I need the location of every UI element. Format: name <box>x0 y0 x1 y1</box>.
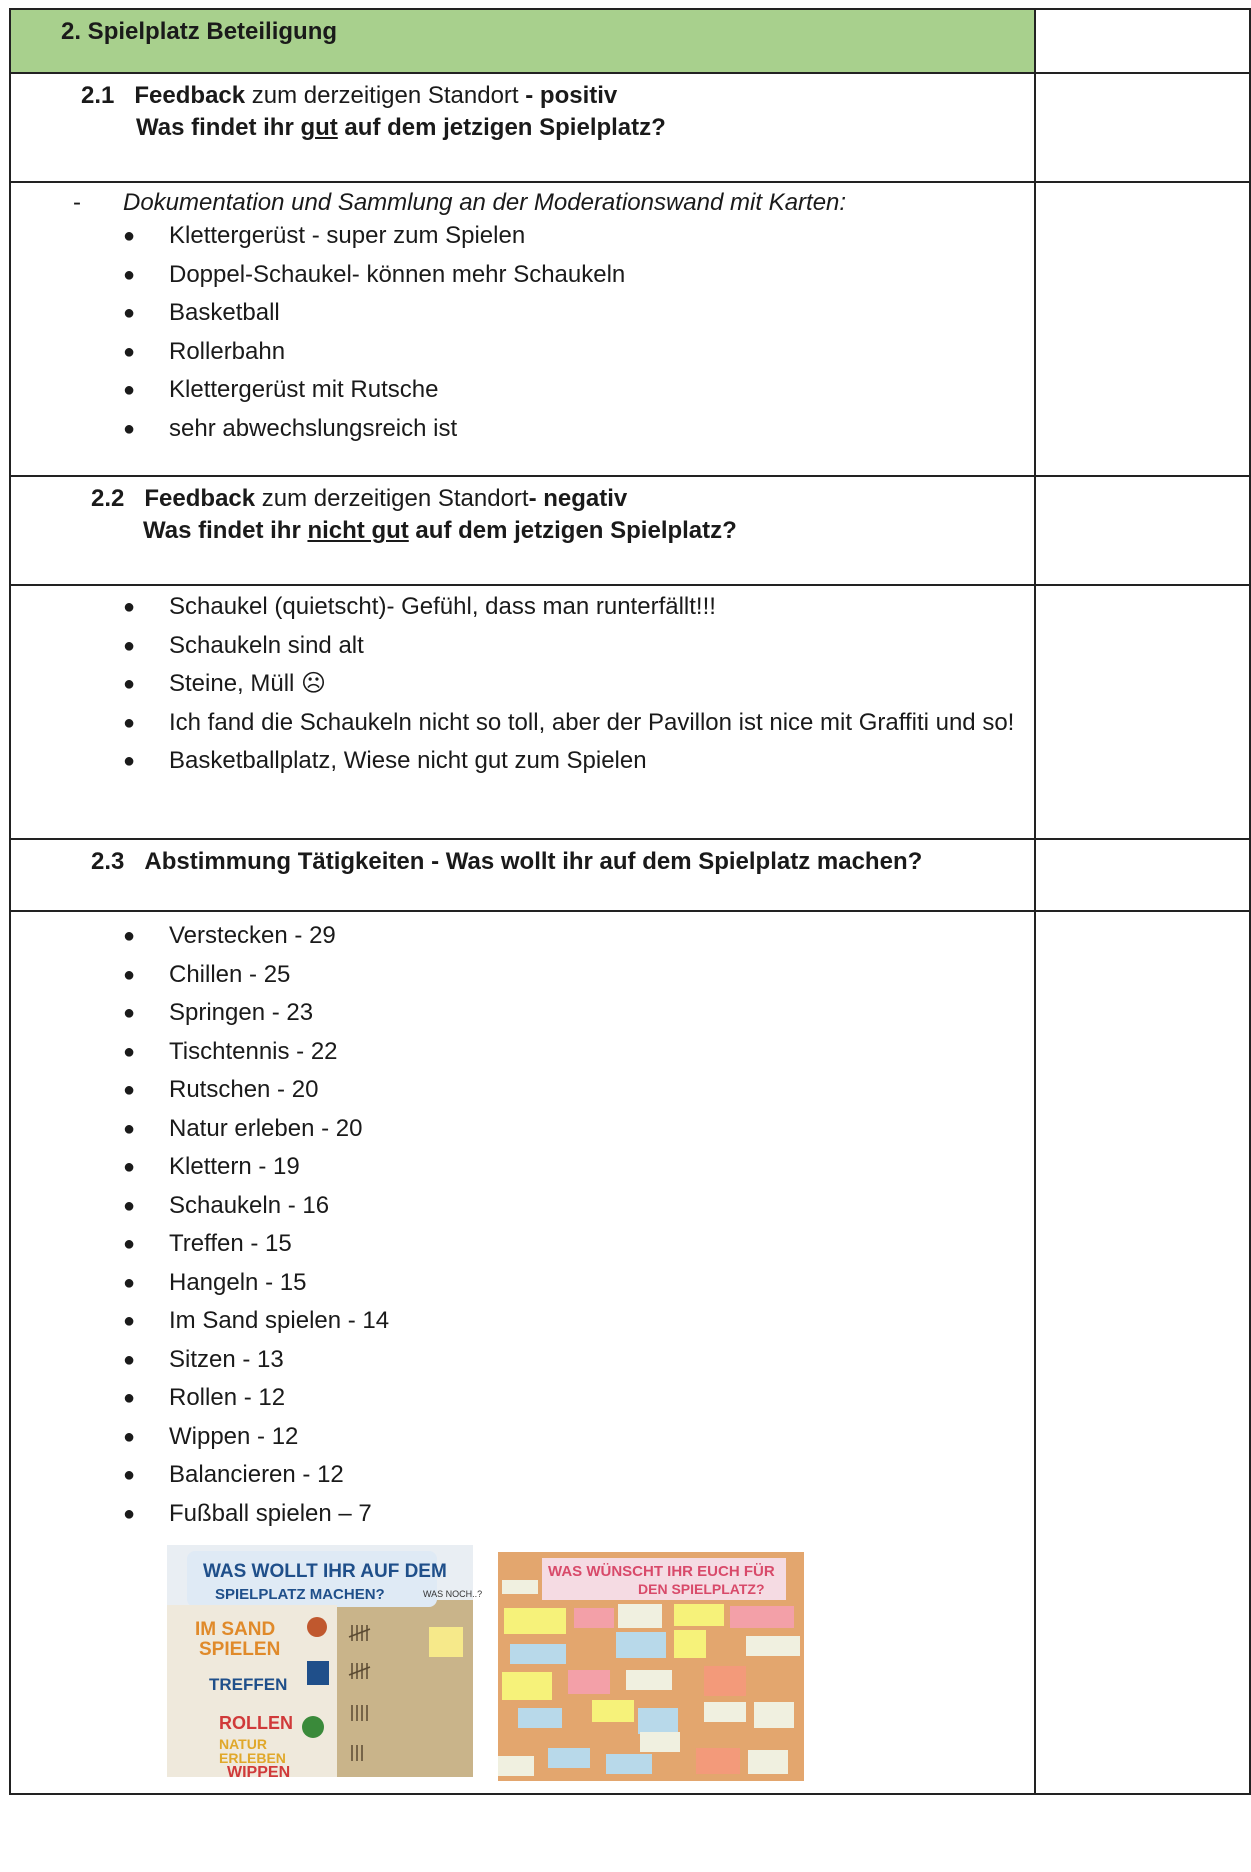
subheader-2-1-line1 <box>11 74 1034 110</box>
list-item-text: Schaukel (quietscht)- Gefühl, dass man runterfällt!!! <box>169 593 716 620</box>
list-item-text: Ich fand die Schaukeln nicht so toll, aber der Pavillon ist nice mit Graffiti und so! <box>169 708 1015 736</box>
question-pre: Was findet ihr <box>136 114 301 141</box>
section-title: 2. Spielplatz Beteiligung <box>61 18 338 45</box>
list-item <box>11 704 1034 743</box>
subheader-2-1-question <box>11 110 1034 142</box>
list-item-text: Fußball spielen – 7 <box>169 1499 372 1527</box>
activity-vote-list <box>11 912 1034 1533</box>
bullet-icon: ● <box>123 1233 136 1255</box>
subheader-lead-bold: Feedback <box>134 82 246 109</box>
bullet-icon: ● <box>123 263 136 286</box>
subheader-2-3-line1 <box>11 840 1034 876</box>
bullet-icon: ● <box>123 1156 136 1178</box>
bullet-icon: ● <box>123 1002 136 1024</box>
list-item <box>11 1148 1034 1187</box>
list-item <box>11 665 1034 704</box>
list-item <box>11 1302 1034 1341</box>
list-2-1-row <box>10 182 1250 476</box>
bullet-icon: ● <box>123 634 136 657</box>
content-table <box>9 8 1251 1795</box>
list-item-text: Natur erleben - 20 <box>169 1114 363 1142</box>
board-title-2: SPIELPLATZ MACHEN? <box>215 1586 385 1603</box>
list-item <box>11 1341 1034 1380</box>
header-row <box>10 9 1250 73</box>
question-underlined: gut <box>300 114 338 141</box>
bullet-icon: ● <box>123 1040 136 1063</box>
subheader-lead-bold: Feedback <box>144 485 256 512</box>
bullet-icon: ● <box>123 1271 136 1294</box>
list-item-text: Basketball <box>169 299 280 326</box>
list-item <box>11 294 1034 333</box>
list-2-3-row <box>10 911 1250 1794</box>
bullet-icon: ● <box>123 1310 136 1332</box>
list-item <box>11 1495 1034 1534</box>
subheader-2-1 <box>10 73 1035 182</box>
bullet-icon: ● <box>123 750 136 772</box>
dash-marker: - <box>73 189 81 216</box>
list-item <box>11 1110 1034 1149</box>
list-item <box>11 917 1034 956</box>
bullet-icon: ● <box>123 302 136 324</box>
board-label: NATUR <box>219 1736 267 1752</box>
subheader-lead-tail: - positiv <box>525 82 618 109</box>
bullet-icon: ● <box>123 1502 136 1525</box>
bullet-icon: ● <box>123 1194 136 1217</box>
list-2-2-row <box>10 585 1250 839</box>
negative-feedback-list <box>11 586 1034 781</box>
subheader-lead-normal: zum derzeitigen Standort <box>255 485 529 512</box>
subheader-2-2-question <box>11 513 1034 545</box>
side-cell <box>1035 73 1250 182</box>
bullet-icon: ● <box>123 1425 136 1448</box>
list-item <box>11 1033 1034 1072</box>
subheader-2-2 <box>10 476 1035 585</box>
list-item-text: Im Sand spielen - 14 <box>169 1307 390 1334</box>
board-title-1: WAS WOLLT IHR AUF DEM <box>203 1561 447 1582</box>
subheader-lead-tail: - negativ <box>528 485 628 512</box>
bullet-icon: ● <box>123 417 136 440</box>
list-item <box>11 994 1034 1033</box>
list-item-text: Rutschen - 20 <box>169 1076 319 1103</box>
list-item-text: Rollerbahn <box>169 337 286 365</box>
list-item-text: Steine, Müll ☹ <box>169 670 327 697</box>
bullet-icon: ● <box>123 340 136 363</box>
list-item <box>11 217 1034 256</box>
list-item <box>11 588 1034 627</box>
subheader-2-3 <box>10 839 1035 911</box>
list-item-text: Hangeln - 15 <box>169 1268 307 1296</box>
list-item <box>11 410 1034 449</box>
list-item-text: Balancieren - 12 <box>169 1461 344 1488</box>
wish-board-image <box>498 1552 804 1781</box>
list-item-text: Springen - 23 <box>169 999 314 1026</box>
board-label: WIPPEN <box>227 1764 291 1781</box>
list-item <box>11 333 1034 372</box>
list-item-text: Tischtennis - 22 <box>169 1037 338 1065</box>
subheader-number: 2.2 <box>91 485 125 512</box>
question-pre: Was findet ihr <box>143 517 308 544</box>
header-side-cell <box>1035 9 1250 73</box>
bullet-icon: ● <box>123 711 136 734</box>
list-item-text: Rollen - 12 <box>169 1384 286 1411</box>
list-item-text: Verstecken - 29 <box>169 922 336 949</box>
list-item <box>11 1071 1034 1110</box>
subheader-number: 2.1 <box>81 82 115 109</box>
photo-wish-board <box>498 1552 804 1781</box>
list-item <box>11 256 1034 295</box>
board-note: WAS NOCH..? <box>423 1589 483 1599</box>
list-item <box>11 956 1034 995</box>
list-item <box>11 627 1034 666</box>
list-item-text: Treffen - 15 <box>169 1230 292 1257</box>
voting-board-image <box>167 1545 483 1781</box>
list-2-2-cell <box>10 585 1035 839</box>
subheader-number: 2.3 <box>91 848 125 875</box>
documentation-note <box>11 183 1034 217</box>
board-label: TREFFEN <box>209 1675 288 1694</box>
list-item-text: sehr abwechslungsreich ist <box>169 414 458 442</box>
list-item <box>11 1187 1034 1226</box>
bullet-icon: ● <box>123 1464 136 1486</box>
photo-area <box>11 1533 1034 1793</box>
list-item <box>11 1225 1034 1264</box>
bullet-icon: ● <box>123 1079 136 1101</box>
wish-title-1: WAS WÜNSCHT IHR EUCH FÜR <box>548 1563 775 1580</box>
list-item-text: Chillen - 25 <box>169 960 291 988</box>
positive-feedback-list <box>11 217 1034 448</box>
subheader-2-3-row <box>10 839 1250 911</box>
side-cell <box>1035 839 1250 911</box>
header-cell <box>10 9 1035 73</box>
bullet-icon: ● <box>123 1117 136 1140</box>
wish-title-2: DEN SPIELPLATZ? <box>638 1581 765 1597</box>
list-item <box>11 371 1034 410</box>
side-cell <box>1035 182 1250 476</box>
bullet-icon: ● <box>123 379 136 401</box>
subheader-2-2-line1 <box>11 477 1034 513</box>
board-label: SPIELEN <box>199 1639 281 1660</box>
photo-voting-board <box>167 1545 483 1781</box>
list-item <box>11 1379 1034 1418</box>
question-underlined: nicht gut <box>307 517 409 544</box>
board-label: ROLLEN <box>219 1713 293 1733</box>
board-label: ERLEBEN <box>219 1750 286 1766</box>
bullet-icon: ● <box>123 673 136 695</box>
side-cell <box>1035 476 1250 585</box>
list-item-text: Schaukeln sind alt <box>169 631 364 659</box>
list-item-text: Doppel-Schaukel- können mehr Schaukeln <box>169 260 626 288</box>
list-item-text: Klettergerüst mit Rutsche <box>169 376 439 403</box>
list-item <box>11 1456 1034 1495</box>
side-cell <box>1035 585 1250 839</box>
question-post: auf dem jetzigen Spielplatz? <box>337 114 666 141</box>
bullet-icon: ● <box>123 225 136 247</box>
subheader-title: Abstimmung Tätigkeiten - Was wollt ihr auf dem Spielplatz machen? <box>144 848 923 875</box>
list-item-text: Basketballplatz, Wiese nicht gut zum Spielen <box>169 747 647 774</box>
list-2-1-cell <box>10 182 1035 476</box>
list-item-text: Schaukeln - 16 <box>169 1191 330 1219</box>
board-label: IM SAND <box>195 1619 276 1640</box>
bullet-icon: ● <box>123 925 136 947</box>
side-cell <box>1035 911 1250 1794</box>
bullet-icon: ● <box>123 1387 136 1409</box>
list-item <box>11 742 1034 781</box>
bullet-icon: ● <box>123 596 136 618</box>
subheader-2-1-row <box>10 73 1250 182</box>
list-2-3-cell <box>10 911 1035 1794</box>
subheader-lead-normal: zum derzeitigen Standort <box>245 82 526 109</box>
list-item-text: Wippen - 12 <box>169 1422 299 1450</box>
list-item <box>11 1418 1034 1457</box>
list-item-text: Klettergerüst - super zum Spielen <box>169 222 526 249</box>
bullet-icon: ● <box>123 1348 136 1371</box>
question-post: auf dem jetzigen Spielplatz? <box>408 517 737 544</box>
documentation-intro: Dokumentation und Sammlung an der Moderationswand mit Karten: <box>123 189 847 216</box>
subheader-2-2-row <box>10 476 1250 585</box>
list-item-text: Sitzen - 13 <box>169 1345 284 1373</box>
list-item <box>11 1264 1034 1303</box>
list-item-text: Klettern - 19 <box>169 1153 300 1180</box>
bullet-icon: ● <box>123 963 136 986</box>
